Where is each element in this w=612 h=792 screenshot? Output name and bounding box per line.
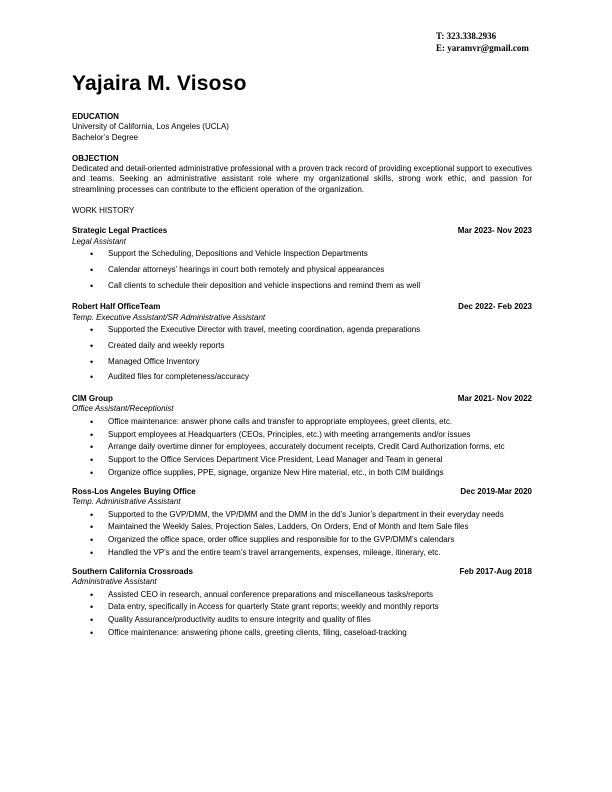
job-role: Legal Assistant (72, 236, 126, 246)
duty-item: • Organize office supplies, PPE, signage, organize New Hire material, etc., in both CIM buildings (108, 468, 532, 478)
duty-item: • Quality Assurance/productivity audits to ensure integrity and quality of files (108, 615, 532, 625)
job-dates: Dec 2022- Feb 2023 (458, 302, 532, 312)
job-entry (72, 567, 532, 639)
phone-number: T: 323.338.2936 (436, 31, 497, 41)
resume-body (72, 112, 532, 641)
job-entry (72, 394, 532, 478)
email-address: E: yaramvr@gmail.com (436, 43, 529, 53)
job-company: Ross-Los Angeles Buying Office (72, 486, 196, 496)
duty-item: • Organized the office space, order office supplies and responsible for to the GVP/DMM’s calendars (108, 535, 532, 545)
duty-item: • Support to the Office Services Department Vice President, Lead Manager and Team in general (108, 455, 532, 465)
duty-item: • Created daily and weekly reports (108, 341, 532, 351)
job-duties (72, 249, 532, 291)
job-dates: Feb 2017-Aug 2018 (459, 566, 532, 576)
job-duties (72, 590, 532, 639)
duty-item: • Data entry, specifically in Access for quarterly State grant reports; weekly and monthly reports (108, 602, 532, 612)
job-duties (72, 510, 532, 559)
job-entry (72, 226, 532, 291)
job-role: Office Assistant/Receptionist (72, 404, 174, 414)
job-entry (72, 302, 532, 382)
candidate-name: Yajaira M. Visoso (72, 72, 247, 95)
job-role: Administrative Assistant (72, 577, 157, 587)
duty-item: • Handled the VP’s and the entire team’s travel arrangements, expenses, mileage, itinerary, etc. (108, 548, 532, 558)
job-role: Temp. Administrative Assistant (72, 497, 181, 507)
duty-item: • Office maintenance: answering phone calls, greeting clients, filing, caseload-tracking (108, 628, 532, 638)
duty-item: • Calendar attorneys’ hearings in court both remotely and physical appearances (108, 265, 532, 275)
duty-item: • Office maintenance: answer phone calls and transfer to appropriate employees, greet clients, etc. (108, 417, 532, 427)
objection-text: Dedicated and detail-oriented administrative professional with a proven track record of providing exceptional support to executives and teams. Seeking an administrative assistant role where my organizational skills, strong work ethic, and passion for streamlining processes can contribute to the efficient operation of the organization. (72, 164, 532, 194)
job-dates: Dec 2019-Mar 2020 (460, 486, 532, 496)
duty-item: • Maintained the Weekly Sales, Projection Sales, Ladders, On Orders, End of Month and Item Sale files (108, 522, 532, 532)
job-company: Strategic Legal Practices (72, 226, 168, 236)
work-history-heading: WORK HISTORY (72, 205, 135, 215)
degree: Bachelor’s Degree (72, 132, 138, 142)
duty-item: • Supported the Executive Director with travel, meeting coordination, agenda preparations (108, 325, 532, 335)
duty-item: • Managed Office Inventory (108, 357, 532, 367)
objection-heading: OBJECTION (72, 153, 119, 163)
duty-item: • Audited files for completeness/accuracy (108, 372, 532, 382)
duty-item: • Supported to the GVP/DMM, the VP/DMM and the DMM in the dd’s Junior’s department in their everyday needs (108, 510, 532, 520)
job-dates: Mar 2023- Nov 2023 (457, 226, 532, 236)
job-entry (72, 487, 532, 559)
job-role: Temp. Executive Assistant/SR Administrative Assistant (72, 312, 266, 322)
duty-item: • Support employees at Headquarters (CEOs, Principles, etc.) with meeting arrangements and/or issues (108, 430, 532, 440)
school-name: University of California, Los Angeles (UCLA) (72, 122, 229, 132)
job-company: CIM Group (72, 393, 113, 403)
job-company: Robert Half OfficeTeam (72, 302, 161, 312)
duty-item: • Support the Scheduling, Depositions and Vehicle Inspection Departments (108, 249, 532, 259)
job-dates: Mar 2021- Nov 2022 (457, 393, 532, 403)
job-company: Southern California Crossroads (72, 566, 193, 576)
job-duties (72, 417, 532, 479)
duty-item: • Assisted CEO in research, annual conference preparations and miscellaneous tasks/reports (108, 590, 532, 600)
job-duties (72, 325, 532, 383)
contact-block (436, 30, 529, 54)
education-heading: EDUCATION (72, 112, 119, 121)
duty-item: • Arrange daily overtime dinner for employees, accurately document receipts, Credit Card Authorization forms, etc (108, 442, 532, 452)
duty-item: • Call clients to schedule their deposition and vehicle inspections and remind them as well (108, 281, 532, 291)
